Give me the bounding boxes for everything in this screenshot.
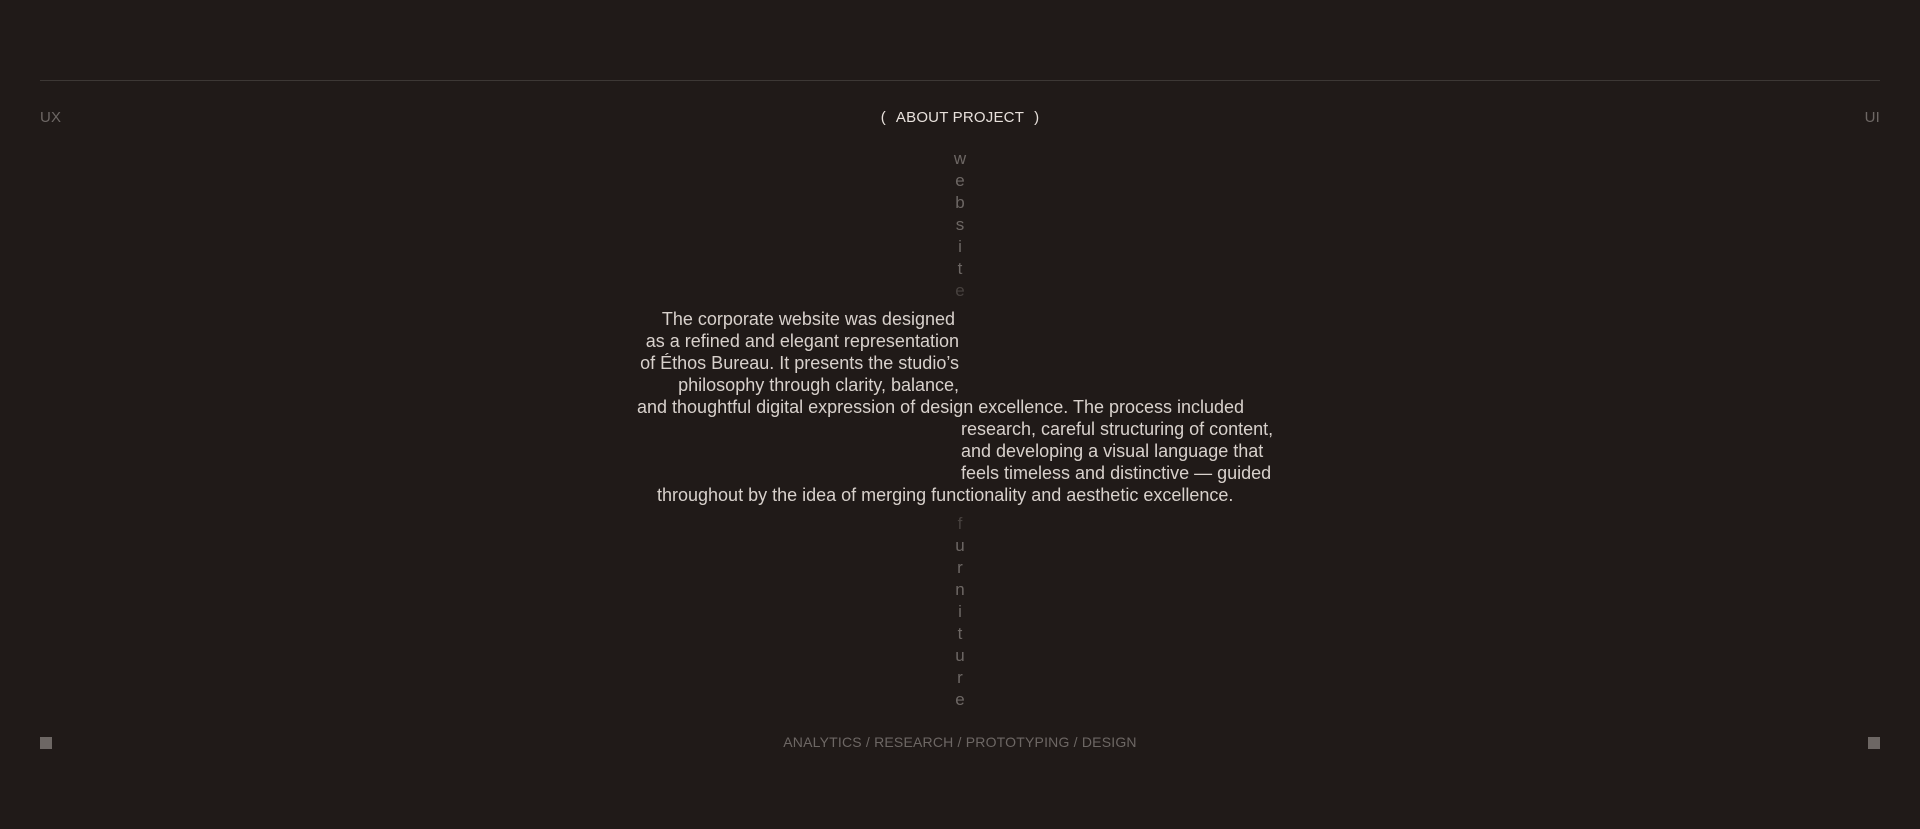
description-line-9: throughout by the idea of merging functionality and aesthetic excellence. bbox=[657, 485, 1234, 505]
description-line-4: philosophy through clarity, balance, bbox=[678, 375, 959, 395]
title-text: ABOUT PROJECT bbox=[895, 109, 1025, 126]
title-open-paren: ( bbox=[880, 109, 886, 126]
description-line-3: of Éthos Bureau. It presents the studio’s bbox=[640, 353, 959, 373]
letter: t bbox=[957, 624, 963, 643]
description-line-1: The corporate website was designed bbox=[661, 309, 955, 329]
letter: i bbox=[958, 237, 962, 256]
description-line-7: and developing a visual language that bbox=[961, 441, 1264, 461]
letter: u bbox=[955, 646, 965, 665]
top-divider bbox=[40, 80, 1880, 81]
description-line-6: research, careful structuring of content, bbox=[961, 419, 1274, 439]
vertical-word-furniture bbox=[945, 513, 975, 711]
square-marker-right bbox=[1868, 737, 1880, 749]
description-line-2: as a refined and elegant representation bbox=[645, 331, 959, 351]
services-list: ANALYTICS / RESEARCH / PROTOTYPING / DESIGN bbox=[783, 734, 1137, 750]
description-line-5: and thoughtful digital expression of design excellence. The process included bbox=[637, 397, 1245, 417]
vertical-word-website bbox=[945, 148, 975, 302]
ux-label: UX bbox=[40, 109, 62, 126]
title-close-paren: ) bbox=[1034, 109, 1040, 126]
letter: w bbox=[953, 149, 967, 168]
letter: e bbox=[955, 281, 965, 300]
letter: f bbox=[957, 514, 963, 533]
section-title bbox=[0, 109, 1920, 126]
letter: t bbox=[957, 259, 963, 278]
letter: e bbox=[955, 690, 965, 709]
letter: i bbox=[958, 602, 962, 621]
ui-label: UI bbox=[1864, 109, 1880, 126]
letter: u bbox=[955, 536, 965, 555]
letter: r bbox=[957, 668, 963, 687]
letter: b bbox=[955, 193, 965, 212]
letter: e bbox=[955, 171, 965, 190]
letter: s bbox=[955, 215, 965, 234]
letter: n bbox=[955, 580, 965, 599]
letter: r bbox=[957, 558, 963, 577]
description-line-8: feels timeless and distinctive — guided bbox=[961, 463, 1272, 483]
